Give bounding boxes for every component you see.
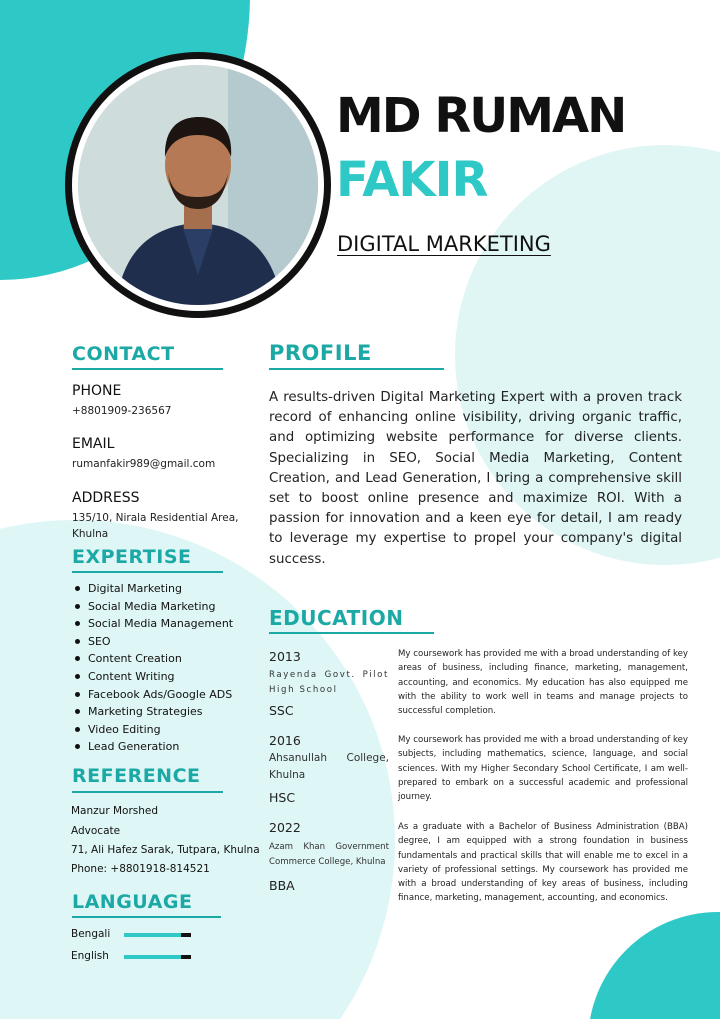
job-title: DIGITAL MARKETING <box>337 232 551 256</box>
profile-summary: A results-driven Digital Marketing Expert with a proven track record of enhancing online visibility, driving organic traffic, and optimizing website performance for diverse clients. Specializing in SEO, Social Media Marketing, Content Creation, and Lead Generation, I bring a comprehensive skill set to boost online presence and maximize ROI. With a passion for innovation and a keen eye for detail, I am ready to leverage my expertise to propel your company's digital success. <box>269 390 682 567</box>
expertise-list <box>72 580 233 756</box>
language-heading: LANGUAGE <box>72 891 193 913</box>
education-year: 2016 <box>269 733 301 748</box>
expertise-item: Content Writing <box>72 668 233 686</box>
phone-value: +8801909-236567 <box>72 405 172 417</box>
expertise-item: Video Editing <box>72 721 233 739</box>
education-description: My coursework has provided me with a broad understanding of key subjects, including mathematics, science, language, and social sciences. With my Higher Secondary School Certificate, I am well-prepared to embark on a successful academic and professional journey. <box>398 735 688 803</box>
education-degree: HSC <box>269 790 296 805</box>
reference-position: Advocate <box>71 825 121 837</box>
address-line-2: Khulna <box>72 528 109 540</box>
profile-divider <box>269 368 444 370</box>
reference-divider <box>72 791 223 793</box>
profile-photo <box>78 65 318 305</box>
email-value: rumanfakir989@gmail.com <box>72 458 216 470</box>
education-school: Ahsanullah College, Khulna <box>269 752 389 781</box>
education-description: As a graduate with a Bachelor of Business Administration (BBA) degree, I am equipped with a strong foundation in business fundamentals and practical skills that will enable me to excel in a variety of professional settings. My coursework has provided me with a broad understanding of key areas of business, including finance, marketing, management, accounting, and economics. <box>398 822 688 904</box>
reference-heading: REFERENCE <box>72 765 201 787</box>
phone-label: PHONE <box>72 383 122 399</box>
expertise-item: Digital Marketing <box>72 580 233 598</box>
expertise-item: SEO <box>72 633 233 651</box>
expertise-item: Lead Generation <box>72 738 233 756</box>
education-degree: BBA <box>269 878 295 893</box>
email-label: EMAIL <box>72 436 115 452</box>
expertise-item: Content Creation <box>72 650 233 668</box>
name-last: FAKIR <box>336 152 488 208</box>
education-year: 2022 <box>269 820 301 835</box>
education-year: 2013 <box>269 649 301 664</box>
profile-heading: PROFILE <box>269 341 372 365</box>
address-line-1: 135/10, Nirala Residential Area, <box>72 512 239 524</box>
address-label: ADDRESS <box>72 490 140 506</box>
education-heading: EDUCATION <box>269 606 404 630</box>
expertise-item: Social Media Management <box>72 615 233 633</box>
reference-name: Manzur Morshed <box>71 805 159 817</box>
person-portrait-icon <box>78 65 318 305</box>
reference-address: 71, Ali Hafez Sarak, Tutpara, Khulna <box>71 844 260 856</box>
name-first: MD RUMAN <box>336 88 626 144</box>
expertise-item: Facebook Ads/Google ADS <box>72 686 233 704</box>
education-degree: SSC <box>269 703 294 718</box>
language-name-bengali: Bengali <box>71 928 111 940</box>
contact-heading: CONTACT <box>72 343 175 365</box>
expertise-divider <box>72 571 223 573</box>
decorative-circle-bottom-right <box>588 912 720 1019</box>
contact-divider <box>72 368 223 370</box>
education-description: My coursework has provided me with a broad understanding of key areas of business, including finance, marketing, management, accounting, and economics. My education has also equipped me with the ability to work well in teams and manage projects to successful completion. <box>398 649 688 717</box>
language-bar-english <box>124 955 191 959</box>
expertise-item: Social Media Marketing <box>72 598 233 616</box>
expertise-item: Marketing Strategies <box>72 703 233 721</box>
language-level-bengali <box>124 933 181 937</box>
education-school: Azam Khan Government Commerce College, Khulna <box>269 842 389 867</box>
education-school: Rayenda Govt. Pilot High School <box>269 670 389 695</box>
language-name-english: English <box>71 950 109 962</box>
expertise-heading: EXPERTISE <box>72 546 192 568</box>
reference-phone: Phone: +8801918-814521 <box>71 863 210 875</box>
language-level-english <box>124 955 181 959</box>
language-bar-bengali <box>124 933 191 937</box>
education-divider <box>269 632 434 634</box>
language-divider <box>72 916 221 918</box>
